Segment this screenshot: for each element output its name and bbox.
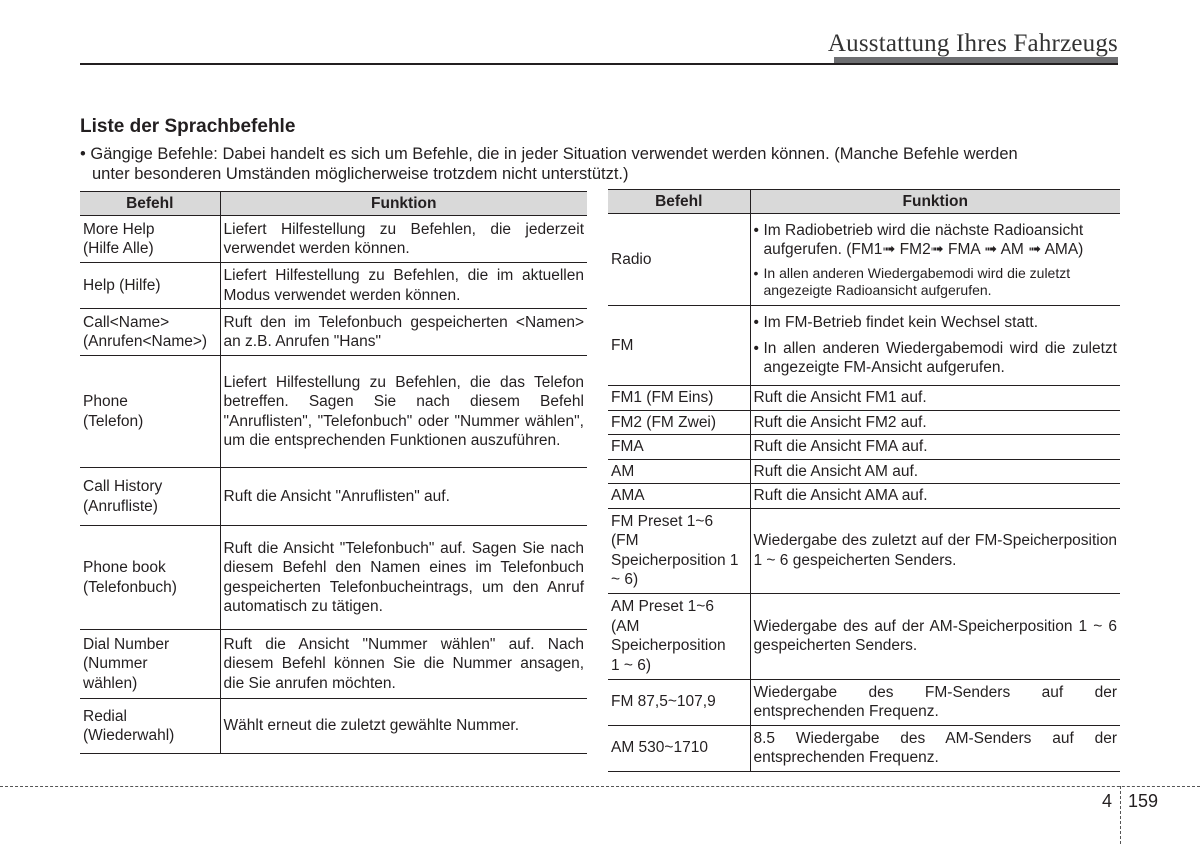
command-cell: Dial Number (Nummer wählen) — [80, 630, 220, 699]
function-cell: Wiedergabe des FM-Senders auf der entsprechenden Frequenz. — [750, 679, 1120, 725]
command-cell: Call<Name> (Anrufen<Name>) — [80, 309, 220, 356]
function-cell: Ruft die Ansicht FM1 auf. — [750, 386, 1120, 411]
column-header-befehl: Befehl — [608, 190, 750, 214]
bullet-item: • In allen anderen Wiedergabemodi wird die zuletzt angezeigte Radioansicht aufgerufen. — [753, 264, 1071, 298]
command-cell: Call History (Anrufliste) — [80, 468, 220, 526]
table-header-row — [80, 192, 587, 216]
table-row — [80, 263, 587, 309]
page-number: 159 — [1128, 791, 1159, 811]
function-cell: Ruft die Ansicht FMA auf. — [750, 435, 1120, 460]
command-cell: AMA — [608, 484, 750, 509]
function-cell: 8.5 Wiedergabe des AM-Senders auf der entsprechenden Frequenz. — [750, 725, 1120, 771]
table-row — [608, 386, 1120, 411]
column-header-befehl: Befehl — [80, 192, 220, 216]
bullet-item: • In allen anderen Wiedergabemodi wird die zuletzt angezeigte FM-Ansicht aufgerufen. — [753, 339, 1117, 377]
bullet-item: • Im Radiobetrieb wird die nächste Radioansicht aufgerufen. (FM1➟ FM2➟ FMA ➟ AM ➟ AMA) — [753, 221, 1084, 258]
table-row — [80, 699, 587, 754]
command-cell: FM — [608, 306, 750, 386]
table-row — [80, 526, 587, 630]
command-cell: AM Preset 1~6 (AM Speicherposition 1 ~ 6) — [608, 593, 750, 679]
function-cell: Wiedergabe des auf der AM-Speicherposition 1 ~ 6 gespeicherten Senders. — [750, 593, 1120, 679]
command-cell: FM Preset 1~6 (FM Speicherposition 1 ~ 6) — [608, 508, 750, 593]
command-cell: FMA — [608, 435, 750, 460]
command-cell: More Help (Hilfe Alle) — [80, 216, 220, 263]
function-cell: Liefert Hilfestellung zu Befehlen, die das Telefon betreffen. Sagen Sie nach diesem Befehl "Anruflisten", "Telefonbuch" oder "Nummer wählen", um die entsprechenden Funktionen auszuführen. — [220, 356, 587, 468]
function-cell: Liefert Hilfestellung zu Befehlen, die jederzeit verwendet werden können. — [220, 216, 587, 263]
table-row — [608, 508, 1120, 593]
table-row — [608, 725, 1120, 771]
command-cell: FM 87,5~107,9 — [608, 679, 750, 725]
table-row — [608, 459, 1120, 484]
footer-dotted-divider — [1120, 786, 1121, 844]
table-row-fm — [608, 306, 1120, 386]
column-header-funktion: Funktion — [220, 192, 587, 216]
command-cell: FM1 (FM Eins) — [608, 386, 750, 411]
table-row — [80, 356, 587, 468]
page-header-title: Ausstattung Ihres Fahrzeugs — [827, 30, 1118, 57]
function-cell: Ruft die Ansicht AM auf. — [750, 459, 1120, 484]
bullet-icon: • — [753, 221, 759, 239]
table-row — [80, 630, 587, 699]
command-cell: Radio — [608, 214, 750, 306]
command-cell: Phone book (Telefonbuch) — [80, 526, 220, 630]
bullet-icon: • — [753, 264, 759, 281]
command-cell: Help (Hilfe) — [80, 263, 220, 309]
command-cell: Phone (Telefon) — [80, 356, 220, 468]
table-row — [608, 410, 1120, 435]
table-row — [608, 593, 1120, 679]
function-cell: Ruft die Ansicht "Telefonbuch" auf. Sagen Sie nach diesem Befehl den Namen eines im Telefonbuch gespeicherten Telefonbucheintrags, um den Anruf automatisch zu tätigen. — [220, 526, 587, 630]
function-cell — [750, 214, 1120, 306]
header-rule — [80, 63, 1118, 65]
table-row — [608, 484, 1120, 509]
command-cell: AM 530~1710 — [608, 725, 750, 771]
function-cell: Wiedergabe des zuletzt auf der FM-Speicherposition 1 ~ 6 gespeicherten Senders. — [750, 508, 1120, 593]
table-row — [80, 216, 587, 263]
bullet-item: • Im FM-Betrieb findet kein Wechsel statt. — [753, 314, 1039, 332]
command-cell: FM2 (FM Zwei) — [608, 410, 750, 435]
table-row — [608, 679, 1120, 725]
right-command-table — [608, 189, 1120, 772]
function-cell: Ruft die Ansicht AMA auf. — [750, 484, 1120, 509]
function-cell: Ruft die Ansicht FM2 auf. — [750, 410, 1120, 435]
intro-paragraph — [80, 144, 1120, 184]
table-header-row — [608, 190, 1120, 214]
section-number: 4 — [1102, 791, 1113, 811]
intro-line-1: • Gängige Befehle: Dabei handelt es sich um Befehle, die in jeder Situation verwendet werden können. (Manche Befehle werden — [80, 145, 1018, 163]
table-row-radio — [608, 214, 1120, 306]
table-row — [608, 435, 1120, 460]
function-cell: Ruft die Ansicht "Anruflisten" auf. — [220, 468, 587, 526]
bullet-icon: • — [753, 314, 759, 332]
footer-dotted-rule — [0, 786, 1200, 787]
bullet-icon: • — [753, 339, 759, 357]
table-row — [80, 309, 587, 356]
function-cell: Ruft die Ansicht "Nummer wählen" auf. Nach diesem Befehl können Sie die Nummer ansagen, die Sie anrufen möchten. — [220, 630, 587, 699]
section-title: Liste der Sprachbefehle — [80, 116, 296, 137]
table-row — [80, 468, 587, 526]
command-cell: AM — [608, 459, 750, 484]
function-cell: Liefert Hilfestellung zu Befehlen, die im aktuellen Modus verwendet werden können. — [220, 263, 587, 309]
function-cell: Wählt erneut die zuletzt gewählte Nummer. — [220, 699, 587, 754]
column-header-funktion: Funktion — [750, 190, 1120, 214]
function-cell — [750, 306, 1120, 386]
intro-line-2: unter besonderen Umständen möglicherweise trotzdem nicht unterstützt.) — [92, 165, 629, 183]
command-cell: Redial (Wiederwahl) — [80, 699, 220, 754]
left-command-table — [80, 191, 587, 754]
function-cell: Ruft den im Telefonbuch gespeicherten <Namen> an z.B. Anrufen "Hans" — [220, 309, 587, 356]
